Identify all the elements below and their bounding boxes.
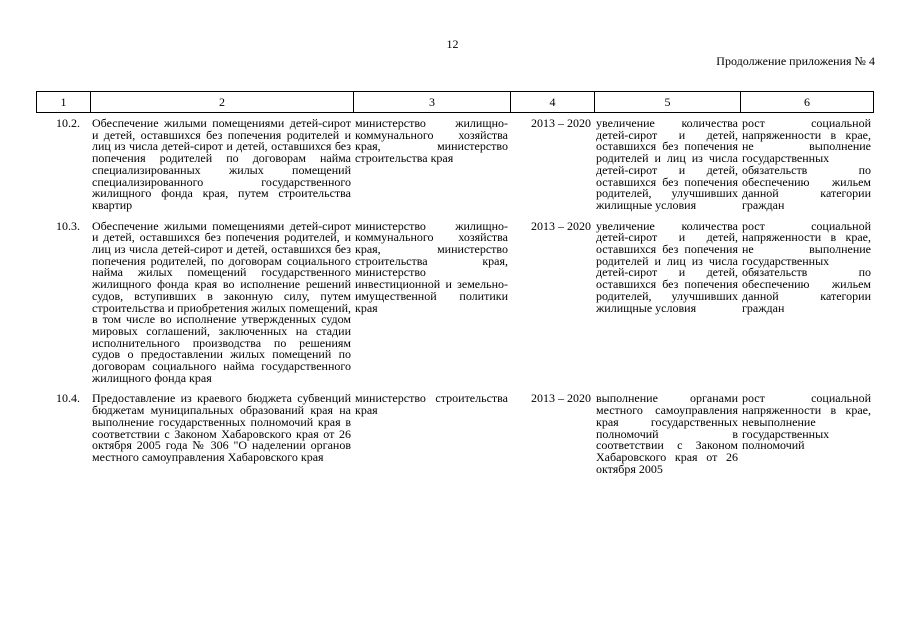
measures-table <box>36 118 873 484</box>
row-number: 10.2. <box>56 116 80 130</box>
header-cell-3: 3 <box>354 92 511 113</box>
consequence-text: рост социальной напряженности в крае, невыполнение государственных полномочий <box>742 391 871 453</box>
header-cell-2: 2 <box>91 92 354 113</box>
row-number: 10.3. <box>56 218 80 233</box>
consequence-text: рост социальной напряженности в крае, не выполнение государственных обязательств по обеспечению жильем данной категории граждан <box>742 116 871 212</box>
header-row <box>37 92 874 113</box>
period-text: 2013 – 2020 <box>531 391 591 406</box>
measure-text: Предоставление из краевого бюджета субвенций бюджетам муниципальных образований края на выполнение государственных полномочий края в соответствии с Законом Хабаровского края от 26 октября 2005 года № 306 "О наделении органов местного самоуправления Хабаровского края <box>92 391 351 464</box>
result-text: увеличение количества детей-сирот и детей, оставшихся без попечения родителей и лиц из числа детей-сирот и детей, оставшихся без попечения родителей, улучшивших жилищные условия <box>596 218 738 315</box>
executor-text: министерство жилищно-коммунального хозяйства края, министерство строительства края, министерство инвестиционной и земельно-имущественной политики края <box>355 218 508 315</box>
header-cell-6: 6 <box>741 92 874 113</box>
period-text: 2013 – 2020 <box>531 218 591 233</box>
result-text: выполнение органами местного самоуправления края государственных полномочий в соответствии с Законом Хабаровского края от 26 октября 2005 <box>596 391 738 476</box>
header-cell-1: 1 <box>37 92 91 113</box>
table-row <box>36 118 873 221</box>
measure-text: Обеспечение жилыми помещениями детей-сирот и детей, оставшихся без попечения родителей, и лиц из числа детей-сирот и детей, оставшихся без попечения родителей, по договорам социального найма жилых помещений государственного жилищного фонда края во исполнение решений судов, вступивших в законную силу, путем строительства и приобретения жилых помещений, в том числе во исполнение утвержденных судом мировых соглашений, заключенных на стадии исполнительного производства по решениям судов о предоставлении жилых помещений по договорам социального найма государственного жилищного фонда края <box>92 218 351 385</box>
table-row <box>36 221 873 394</box>
table-row <box>36 393 873 484</box>
period-text: 2013 – 2020 <box>531 116 591 130</box>
row-number: 10.4. <box>56 391 80 406</box>
executor-text: министерство строительства края <box>355 391 508 418</box>
executor-text: министерство жилищно-коммунального хозяйства края, министерство строительства края <box>355 116 508 166</box>
header-cell-5: 5 <box>595 92 741 113</box>
table-header <box>36 91 874 113</box>
consequence-text: рост социальной напряженности в крае, не выполнение государственных обязательств по обеспечению жильем данной категории граждан <box>742 218 871 315</box>
result-text: увеличение количества детей-сирот и детей, оставшихся без попечения родителей и лиц из числа детей-сирот и детей, оставшихся без попечения родителей, улучшивших жилищные условия <box>596 116 738 212</box>
page-number: 12 <box>446 37 459 51</box>
measure-text: Обеспечение жилыми помещениями детей-сирот и детей, оставшихся без попечения родителей и лиц из числа детей-сирот и детей, оставшихся без попечения родителей по договорам найма специализированных жилых помещений специализированного государственного жилищного фонда края, путем строительства квартир <box>92 116 351 212</box>
appendix-continuation-label: Продолжение приложения № 4 <box>716 54 875 68</box>
header-cell-4: 4 <box>511 92 595 113</box>
